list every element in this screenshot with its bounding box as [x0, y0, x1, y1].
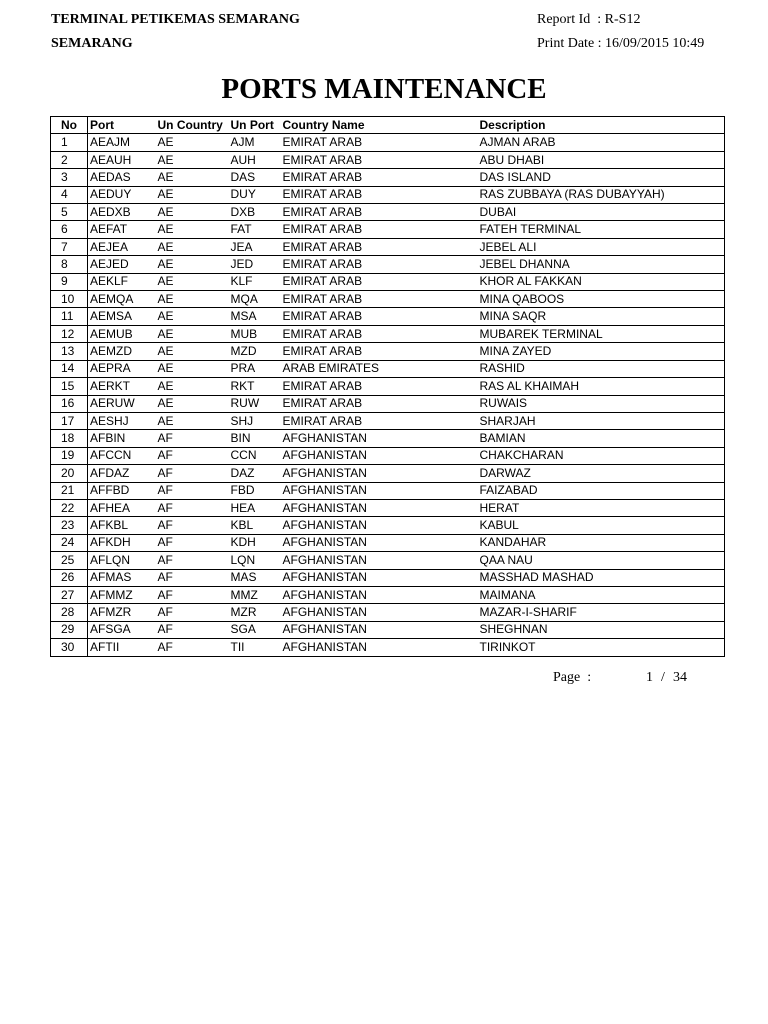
- cell-un-country: AF: [156, 621, 229, 638]
- table-row: [51, 604, 725, 621]
- cell-no: 18: [51, 430, 88, 447]
- cell-port: AFHEA: [88, 499, 156, 516]
- cell-un-port: DAZ: [229, 465, 281, 482]
- cell-un-port: PRA: [229, 360, 281, 377]
- column-header-no: No: [51, 117, 88, 134]
- cell-port: AFMAS: [88, 569, 156, 586]
- page-indicator: [553, 670, 687, 686]
- cell-country-name: AFGHANISTAN: [281, 447, 478, 464]
- cell-description: SHARJAH: [478, 412, 725, 429]
- cell-country-name: EMIRAT ARAB: [281, 325, 478, 342]
- cell-port: AFKBL: [88, 517, 156, 534]
- cell-un-country: AF: [156, 639, 229, 656]
- cell-country-name: AFGHANISTAN: [281, 517, 478, 534]
- table-row: [51, 238, 725, 255]
- cell-port: AFTII: [88, 639, 156, 656]
- cell-description: SHEGHNAN: [478, 621, 725, 638]
- cell-country-name: AFGHANISTAN: [281, 430, 478, 447]
- cell-country-name: AFGHANISTAN: [281, 499, 478, 516]
- cell-un-port: FAT: [229, 221, 281, 238]
- cell-un-country: AE: [156, 238, 229, 255]
- cell-country-name: EMIRAT ARAB: [281, 256, 478, 273]
- cell-un-country: AF: [156, 569, 229, 586]
- cell-un-country: AE: [156, 395, 229, 412]
- cell-port: AEMUB: [88, 325, 156, 342]
- cell-port: AEFAT: [88, 221, 156, 238]
- cell-port: AESHJ: [88, 412, 156, 429]
- cell-country-name: ARAB EMIRATES: [281, 360, 478, 377]
- cell-un-country: AF: [156, 430, 229, 447]
- cell-description: AJMAN ARAB: [478, 134, 725, 151]
- page-separator: /: [661, 670, 665, 685]
- cell-un-country: AE: [156, 273, 229, 290]
- table-row: [51, 569, 725, 586]
- report-id: Report Id : R-S12: [537, 12, 641, 27]
- cell-port: AERUW: [88, 395, 156, 412]
- cell-un-country: AF: [156, 465, 229, 482]
- cell-no: 11: [51, 308, 88, 325]
- cell-port: AFSGA: [88, 621, 156, 638]
- cell-no: 3: [51, 169, 88, 186]
- cell-un-port: AUH: [229, 151, 281, 168]
- cell-no: 12: [51, 325, 88, 342]
- cell-description: MUBAREK TERMINAL: [478, 325, 725, 342]
- cell-un-country: AE: [156, 151, 229, 168]
- city-name: SEMARANG: [51, 36, 133, 51]
- column-header-country-name: Country Name: [281, 117, 478, 134]
- cell-port: AEJEA: [88, 238, 156, 255]
- cell-no: 10: [51, 291, 88, 308]
- cell-port: AFMZR: [88, 604, 156, 621]
- cell-un-port: MUB: [229, 325, 281, 342]
- cell-un-port: CCN: [229, 447, 281, 464]
- cell-no: 16: [51, 395, 88, 412]
- cell-country-name: AFGHANISTAN: [281, 604, 478, 621]
- cell-no: 5: [51, 204, 88, 221]
- cell-description: KHOR AL FAKKAN: [478, 273, 725, 290]
- cell-un-country: AE: [156, 325, 229, 342]
- cell-un-country: AE: [156, 360, 229, 377]
- ports-table: [50, 116, 725, 657]
- cell-un-port: MZD: [229, 343, 281, 360]
- cell-no: 8: [51, 256, 88, 273]
- cell-description: BAMIAN: [478, 430, 725, 447]
- cell-country-name: AFGHANISTAN: [281, 639, 478, 656]
- cell-description: FAIZABAD: [478, 482, 725, 499]
- page-total: 34: [673, 670, 687, 685]
- cell-un-country: AF: [156, 517, 229, 534]
- cell-country-name: EMIRAT ARAB: [281, 169, 478, 186]
- cell-description: MASSHAD MASHAD: [478, 569, 725, 586]
- table-row: [51, 430, 725, 447]
- cell-un-country: AE: [156, 169, 229, 186]
- cell-un-country: AE: [156, 186, 229, 203]
- cell-un-port: SGA: [229, 621, 281, 638]
- cell-description: KABUL: [478, 517, 725, 534]
- cell-un-port: HEA: [229, 499, 281, 516]
- cell-country-name: EMIRAT ARAB: [281, 134, 478, 151]
- page-label: Page :: [553, 670, 592, 685]
- cell-port: AFDAZ: [88, 465, 156, 482]
- cell-description: RASHID: [478, 360, 725, 377]
- cell-description: MAIMANA: [478, 586, 725, 603]
- cell-no: 21: [51, 482, 88, 499]
- cell-no: 22: [51, 499, 88, 516]
- cell-port: AERKT: [88, 378, 156, 395]
- cell-un-port: RUW: [229, 395, 281, 412]
- table-row: [51, 151, 725, 168]
- cell-un-country: AF: [156, 604, 229, 621]
- cell-country-name: AFGHANISTAN: [281, 465, 478, 482]
- table-row: [51, 291, 725, 308]
- table-row: [51, 343, 725, 360]
- cell-un-port: SHJ: [229, 412, 281, 429]
- cell-port: AEJED: [88, 256, 156, 273]
- cell-port: AEAUH: [88, 151, 156, 168]
- print-date: Print Date : 16/09/2015 10:49: [537, 36, 705, 51]
- cell-country-name: EMIRAT ARAB: [281, 395, 478, 412]
- cell-description: MINA QABOOS: [478, 291, 725, 308]
- table-row: [51, 325, 725, 342]
- cell-un-country: AE: [156, 378, 229, 395]
- table-body: [51, 134, 725, 656]
- cell-description: RAS ZUBBAYA (RAS DUBAYYAH): [478, 186, 725, 203]
- cell-un-port: MZR: [229, 604, 281, 621]
- cell-un-port: DXB: [229, 204, 281, 221]
- table-row: [51, 169, 725, 186]
- cell-no: 6: [51, 221, 88, 238]
- table-row: [51, 639, 725, 656]
- cell-un-country: AF: [156, 552, 229, 569]
- table-row: [51, 134, 725, 151]
- cell-country-name: EMIRAT ARAB: [281, 273, 478, 290]
- cell-no: 7: [51, 238, 88, 255]
- table-row: [51, 308, 725, 325]
- table-row: [51, 482, 725, 499]
- table-row: [51, 256, 725, 273]
- cell-description: DUBAI: [478, 204, 725, 221]
- cell-un-port: RKT: [229, 378, 281, 395]
- cell-port: AEMSA: [88, 308, 156, 325]
- table-row: [51, 360, 725, 377]
- cell-port: AFMMZ: [88, 586, 156, 603]
- cell-country-name: AFGHANISTAN: [281, 569, 478, 586]
- table-header-row: [51, 117, 725, 134]
- cell-country-name: EMIRAT ARAB: [281, 343, 478, 360]
- cell-description: FATEH TERMINAL: [478, 221, 725, 238]
- table-row: [51, 204, 725, 221]
- cell-un-port: KBL: [229, 517, 281, 534]
- table-row: [51, 552, 725, 569]
- cell-port: AFFBD: [88, 482, 156, 499]
- cell-no: 2: [51, 151, 88, 168]
- cell-un-country: AE: [156, 412, 229, 429]
- column-header-description: Description: [478, 117, 725, 134]
- cell-un-port: MSA: [229, 308, 281, 325]
- cell-un-port: MMZ: [229, 586, 281, 603]
- cell-port: AFLQN: [88, 552, 156, 569]
- cell-country-name: EMIRAT ARAB: [281, 238, 478, 255]
- cell-un-country: AE: [156, 256, 229, 273]
- cell-description: MINA ZAYED: [478, 343, 725, 360]
- cell-un-port: TII: [229, 639, 281, 656]
- cell-port: AFKDH: [88, 534, 156, 551]
- cell-country-name: EMIRAT ARAB: [281, 378, 478, 395]
- cell-un-country: AE: [156, 221, 229, 238]
- table-row: [51, 534, 725, 551]
- cell-un-country: AE: [156, 134, 229, 151]
- cell-description: DAS ISLAND: [478, 169, 725, 186]
- cell-port: AEAJM: [88, 134, 156, 151]
- cell-no: 30: [51, 639, 88, 656]
- cell-no: 19: [51, 447, 88, 464]
- company-name: TERMINAL PETIKEMAS SEMARANG: [51, 12, 300, 27]
- cell-description: RUWAIS: [478, 395, 725, 412]
- table-row: [51, 412, 725, 429]
- cell-no: 23: [51, 517, 88, 534]
- cell-country-name: EMIRAT ARAB: [281, 151, 478, 168]
- table-row: [51, 586, 725, 603]
- cell-description: KANDAHAR: [478, 534, 725, 551]
- cell-description: RAS AL KHAIMAH: [478, 378, 725, 395]
- table-row: [51, 273, 725, 290]
- cell-description: CHAKCHARAN: [478, 447, 725, 464]
- cell-no: 14: [51, 360, 88, 377]
- cell-no: 15: [51, 378, 88, 395]
- cell-no: 1: [51, 134, 88, 151]
- cell-no: 9: [51, 273, 88, 290]
- cell-country-name: EMIRAT ARAB: [281, 412, 478, 429]
- cell-un-port: BIN: [229, 430, 281, 447]
- table-row: [51, 621, 725, 638]
- column-header-un-port: Un Port: [229, 117, 281, 134]
- cell-country-name: AFGHANISTAN: [281, 482, 478, 499]
- table-row: [51, 186, 725, 203]
- table-row: [51, 517, 725, 534]
- table-row: [51, 447, 725, 464]
- cell-country-name: AFGHANISTAN: [281, 534, 478, 551]
- cell-un-port: MQA: [229, 291, 281, 308]
- cell-no: 25: [51, 552, 88, 569]
- cell-description: QAA NAU: [478, 552, 725, 569]
- cell-un-port: MAS: [229, 569, 281, 586]
- cell-port: AEMQA: [88, 291, 156, 308]
- cell-country-name: AFGHANISTAN: [281, 552, 478, 569]
- cell-un-port: DUY: [229, 186, 281, 203]
- cell-port: AEPRA: [88, 360, 156, 377]
- cell-country-name: EMIRAT ARAB: [281, 308, 478, 325]
- table-row: [51, 499, 725, 516]
- cell-un-country: AF: [156, 482, 229, 499]
- cell-no: 24: [51, 534, 88, 551]
- cell-description: JEBEL ALI: [478, 238, 725, 255]
- cell-description: JEBEL DHANNA: [478, 256, 725, 273]
- page-title: PORTS MAINTENANCE: [221, 73, 547, 105]
- cell-description: MINA SAQR: [478, 308, 725, 325]
- cell-country-name: EMIRAT ARAB: [281, 291, 478, 308]
- table-row: [51, 465, 725, 482]
- cell-un-country: AE: [156, 204, 229, 221]
- table-row: [51, 395, 725, 412]
- cell-country-name: EMIRAT ARAB: [281, 186, 478, 203]
- cell-country-name: EMIRAT ARAB: [281, 204, 478, 221]
- cell-country-name: AFGHANISTAN: [281, 621, 478, 638]
- cell-port: AEMZD: [88, 343, 156, 360]
- cell-un-country: AF: [156, 447, 229, 464]
- cell-un-port: AJM: [229, 134, 281, 151]
- cell-un-country: AE: [156, 308, 229, 325]
- cell-description: HERAT: [478, 499, 725, 516]
- cell-un-country: AF: [156, 534, 229, 551]
- cell-description: ABU DHABI: [478, 151, 725, 168]
- cell-no: 29: [51, 621, 88, 638]
- table-row: [51, 378, 725, 395]
- table-row: [51, 221, 725, 238]
- cell-description: MAZAR-I-SHARIF: [478, 604, 725, 621]
- cell-un-port: JEA: [229, 238, 281, 255]
- column-header-un-country: Un Country: [156, 117, 229, 134]
- cell-no: 20: [51, 465, 88, 482]
- cell-country-name: EMIRAT ARAB: [281, 221, 478, 238]
- cell-no: 4: [51, 186, 88, 203]
- cell-no: 13: [51, 343, 88, 360]
- cell-description: DARWAZ: [478, 465, 725, 482]
- cell-un-port: KLF: [229, 273, 281, 290]
- cell-port: AEDUY: [88, 186, 156, 203]
- cell-port: AFCCN: [88, 447, 156, 464]
- column-header-port: Port: [88, 117, 156, 134]
- cell-no: 17: [51, 412, 88, 429]
- cell-port: AEKLF: [88, 273, 156, 290]
- cell-un-country: AF: [156, 499, 229, 516]
- cell-un-country: AE: [156, 291, 229, 308]
- cell-no: 28: [51, 604, 88, 621]
- cell-un-port: DAS: [229, 169, 281, 186]
- cell-port: AFBIN: [88, 430, 156, 447]
- cell-un-port: JED: [229, 256, 281, 273]
- cell-port: AEDXB: [88, 204, 156, 221]
- cell-un-country: AE: [156, 343, 229, 360]
- cell-no: 27: [51, 586, 88, 603]
- cell-no: 26: [51, 569, 88, 586]
- cell-port: AEDAS: [88, 169, 156, 186]
- cell-un-port: FBD: [229, 482, 281, 499]
- page-current: 1: [646, 670, 653, 685]
- cell-un-port: KDH: [229, 534, 281, 551]
- cell-un-port: LQN: [229, 552, 281, 569]
- cell-un-country: AF: [156, 586, 229, 603]
- cell-description: TIRINKOT: [478, 639, 725, 656]
- cell-country-name: AFGHANISTAN: [281, 586, 478, 603]
